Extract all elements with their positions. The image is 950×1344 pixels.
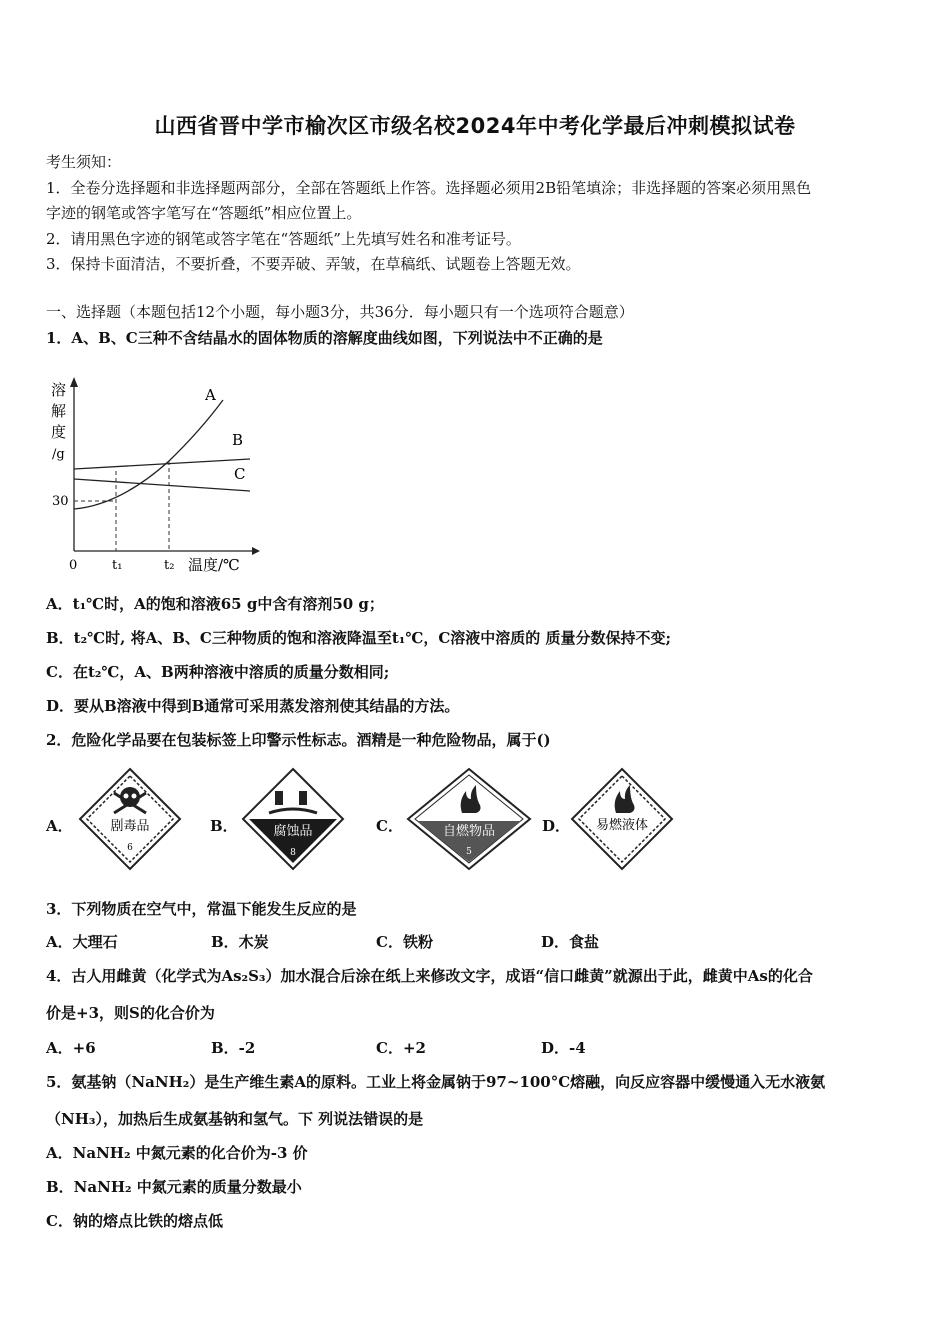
flammable-liquid-hazard-sign: [568, 765, 676, 873]
hazard-label: 易燃液体: [595, 818, 649, 833]
q4-option-d: D．-4: [541, 1039, 586, 1057]
y-axis-label-char: 度: [51, 423, 67, 441]
q3-option-b: B．木炭: [211, 933, 269, 951]
x-tick-label: t₂: [164, 558, 175, 573]
q2-option-c-letter: C．: [376, 817, 403, 835]
q3-option-c: C．铁粉: [376, 933, 433, 951]
y-axis-label-char: /g: [52, 447, 65, 462]
notice-item-1-line-1: 1．全卷分选择题和非选择题两部分，全部在答题纸上作答。选择题必须用2B铅笔填涂；非选择题的答案必须用黑色: [46, 179, 812, 197]
q4-option-b: B．-2: [211, 1039, 256, 1057]
hazard-class-number: 5: [466, 847, 472, 857]
q1-option-a: A．t₁℃时，A的饱和溶液65 g中含有溶剂50 g；: [46, 595, 384, 613]
y-axis-arrow: [70, 377, 78, 387]
y-axis-label-char: 溶: [51, 381, 67, 399]
q4-option-c: C．+2: [376, 1039, 426, 1057]
q3-option-d: D．食盐: [541, 933, 600, 951]
x-axis-label: 温度/℃: [188, 556, 240, 574]
x-axis-arrow: [252, 547, 260, 555]
series-b-label: B: [232, 431, 244, 449]
spontaneous-combustion-hazard-sign: [404, 765, 534, 873]
q4-stem-line-2: 价是+3，则S的化合价为: [46, 1004, 215, 1022]
notice-item-1-line-2: 字迹的钢笔或答字笔写在“答题纸”相应位置上。: [46, 204, 362, 222]
corrosive-hazard-sign: [239, 765, 347, 873]
notice-heading: 考生须知：: [46, 153, 122, 171]
series-a-curve: [74, 400, 223, 509]
page-title: 山西省晋中学市榆次区市级名校2024年中考化学最后冲刺模拟试卷: [154, 114, 796, 138]
q1-option-c: C．在t₂℃，A、B两种溶液中溶质的质量分数相同;: [46, 663, 390, 681]
q1-option-b: B．t₂℃时, 将A、B、C三种物质的饱和溶液降温至t₁℃，C溶液中溶质的 质量分数保持不变;: [46, 629, 672, 647]
q4-option-a: A．+6: [46, 1039, 96, 1057]
q2-option-d-letter: D．: [542, 817, 571, 835]
hazard-class-number: 8: [290, 848, 296, 858]
y-tick-label: 30: [52, 494, 69, 509]
series-c-label: C: [234, 465, 246, 483]
hazard-label: 剧毒品: [110, 819, 150, 834]
q3-stem: 3．下列物质在空气中，常温下能发生反应的是: [46, 900, 357, 918]
q5-option-a: A．NaNH₂ 中氮元素的化合价为-3 价: [46, 1144, 308, 1162]
q2-option-b-letter: B．: [210, 817, 238, 835]
solubility-chart: [40, 373, 270, 578]
q1-option-d: D．要从B溶液中得到B通常可采用蒸发溶剂使其结晶的方法。: [46, 697, 460, 715]
q2-option-a-letter: A．: [46, 817, 73, 835]
section-heading: 一、选择题（本题包括12个小题，每小题3分，共36分．每小题只有一个选项符合题意）: [46, 303, 634, 321]
notice-item-3: 3．保持卡面清洁，不要折叠，不要弄破、弄皱，在草稿纸、试题卷上答题无效。: [46, 255, 581, 273]
series-c-line: [74, 479, 250, 491]
q2-stem: 2．危险化学品要在包装标签上印警示性标志。酒精是一种危险物品，属于(): [46, 731, 551, 749]
q5-option-b: B．NaNH₂ 中氮元素的质量分数最小: [46, 1178, 302, 1196]
origin-label: 0: [69, 558, 78, 573]
q4-stem-line-1: 4．古人用雌黄（化学式为As₂S₃）加水混合后涂在纸上来修改文字，成语“信口雌黄”就源出于此，雌黄中As的化合: [46, 967, 813, 985]
hazard-label: 腐蚀品: [273, 824, 313, 839]
hazard-class-number: 6: [127, 843, 133, 853]
x-tick-label: t₁: [112, 558, 123, 573]
hazard-label: 自燃物品: [442, 824, 496, 839]
q2-hazard-options: [46, 765, 746, 875]
notice-item-2: 2．请用黑色字迹的钢笔或答字笔在“答题纸”上先填写姓名和准考证号。: [46, 230, 521, 248]
q5-stem-line-1: 5．氨基钠（NaNH₂）是生产维生素A的原料。工业上将金属钠于97~100°C熔融，向反应容器中缓慢通入无水液氨: [46, 1073, 826, 1091]
toxic-hazard-sign: [76, 765, 184, 873]
series-a-label: A: [205, 386, 216, 404]
q5-option-c: C．钠的熔点比铁的熔点低: [46, 1212, 223, 1230]
y-axis-label-char: 解: [51, 402, 67, 420]
q1-stem: 1．A、B、C三种不含结晶水的固体物质的溶解度曲线如图，下列说法中不正确的是: [46, 329, 603, 347]
q5-stem-line-2: （NH₃），加热后生成氨基钠和氢气。下 列说法错误的是: [46, 1110, 424, 1128]
q3-option-a: A．大理石: [46, 933, 118, 951]
